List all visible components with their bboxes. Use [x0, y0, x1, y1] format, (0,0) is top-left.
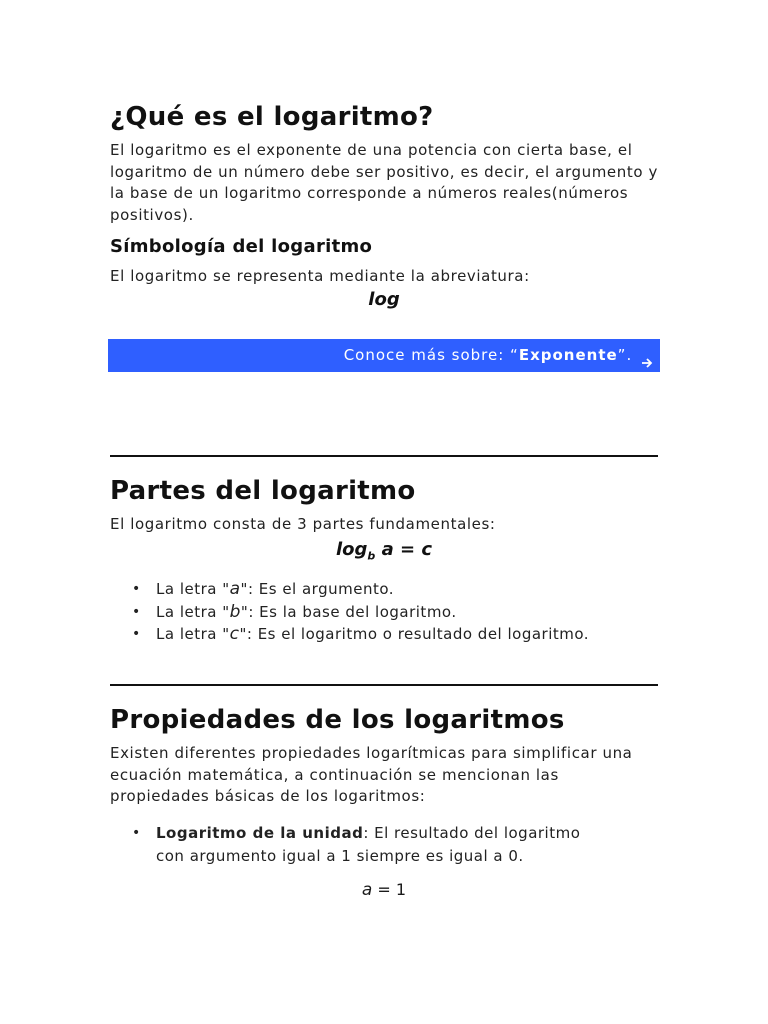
arrow-right-icon[interactable]	[640, 349, 654, 363]
formula-base: b	[367, 549, 376, 563]
subsection-title-symbology: Símbología del logaritmo	[110, 236, 373, 257]
list-item: • La letra "b": Es la base del logaritmo.	[110, 601, 670, 624]
properties-list	[110, 822, 670, 867]
section-divider	[110, 455, 658, 457]
log-symbol: log	[368, 289, 400, 310]
section-title-parts: Partes del logaritmo	[110, 476, 416, 506]
symbology-text: El logaritmo se representa mediante la abreviatura:	[110, 267, 530, 285]
learn-more-banner[interactable]	[108, 339, 660, 372]
banner-prefix: Conoce más sobre: “	[343, 346, 519, 364]
parts-list	[110, 578, 670, 646]
formula-rest: a = c	[375, 539, 432, 560]
formula-var: a	[361, 880, 373, 900]
exponente-link[interactable]: Exponente	[518, 346, 618, 364]
list-item: • Logaritmo de la unidad: El resultado del logaritmo con argumento igual a 1 siempre es igual a 0.	[110, 822, 670, 867]
section-body-what-is-log: El logaritmo es el exponente de una potencia con cierta base, el logaritmo de un número debe ser positivo, es decir, el argumento y la base de un logaritmo corresponde a números reales(números positivos).	[110, 141, 658, 224]
list-item: • La letra "c": Es el logaritmo o resultado del logaritmo.	[110, 623, 670, 646]
section-title-properties: Propiedades de los logaritmos	[110, 705, 565, 735]
list-item: • La letra "a": Es el argumento.	[110, 578, 670, 601]
section-body-properties: Existen diferentes propiedades logarítmicas para simplificar una ecuación matemática, a continuación se mencionan las propiedades básicas de los logaritmos:	[110, 744, 633, 805]
formula-rest: = 1	[372, 880, 407, 899]
banner-suffix: ”.	[617, 346, 633, 364]
section-divider	[110, 684, 658, 686]
unit-formula	[110, 880, 658, 900]
section-title-what-is-log: ¿Qué es el logaritmo?	[110, 102, 434, 132]
log-formula	[110, 539, 658, 563]
section-body-parts: El logaritmo consta de 3 partes fundamentales:	[110, 515, 496, 533]
formula-log: log	[336, 539, 368, 560]
